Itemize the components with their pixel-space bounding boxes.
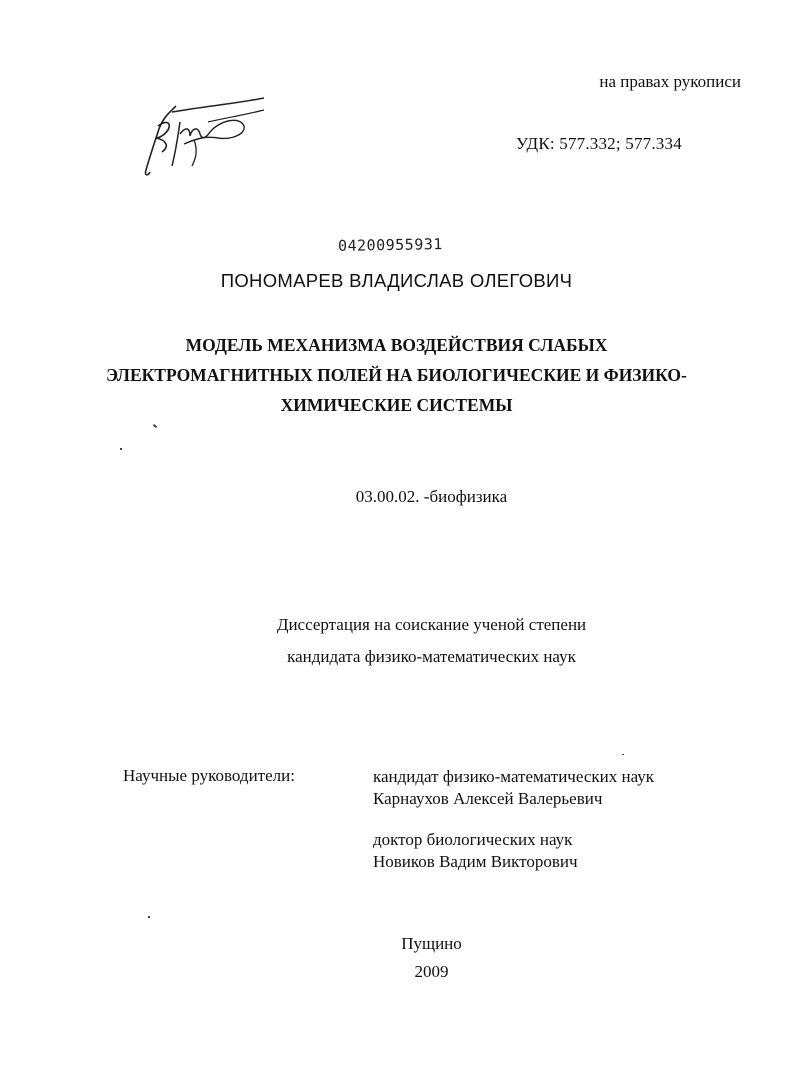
supervisor-name: Новиков Вадим Викторович: [373, 852, 578, 871]
signature-icon: [136, 92, 266, 182]
supervisor-degree: кандидат физико-математических наук: [373, 767, 655, 786]
title-line: ЭЛЕКТРОМАГНИТНЫХ ПОЛЕЙ НА БИОЛОГИЧЕСКИЕ И ФИЗИКО-: [106, 365, 687, 385]
scan-speck: [153, 424, 157, 428]
title-line: МОДЕЛЬ МЕХАНИЗМА ВОЗДЕЙСТВИЯ СЛАБЫХ: [185, 335, 608, 355]
title-line: ХИМИЧЕСКИЕ СИСТЕМЫ: [280, 395, 513, 415]
city: Пущино: [401, 934, 462, 953]
supervisor-entry: [373, 766, 654, 810]
supervisor-name: Карнаухов Алексей Валерьевич: [373, 789, 603, 808]
degree-line: кандидата физико-математических наук: [287, 647, 576, 666]
scan-speck: [148, 916, 150, 918]
registration-number: 04200955931: [337, 235, 443, 255]
scan-speck: [622, 754, 624, 755]
degree-statement: [0, 609, 793, 673]
udc-code: УДК: 577.332; 577.334: [516, 134, 682, 153]
specialty-code: 03.00.02. -биофизика: [355, 487, 508, 506]
supervisor-degree: доктор биологических наук: [373, 830, 573, 849]
imprint: [0, 930, 793, 986]
supervisor-entry: [373, 829, 578, 873]
degree-line: Диссертация на соискание ученой степени: [276, 615, 587, 634]
author-name: ПОНОМАРЕВ ВЛАДИСЛАВ ОЛЕГОВИЧ: [220, 270, 573, 291]
year: 2009: [414, 962, 449, 981]
scan-speck: [120, 448, 122, 450]
supervisors-label: Научные руководители:: [123, 766, 295, 785]
rights-note: на правах рукописи: [599, 72, 741, 91]
thesis-title: [0, 330, 793, 420]
